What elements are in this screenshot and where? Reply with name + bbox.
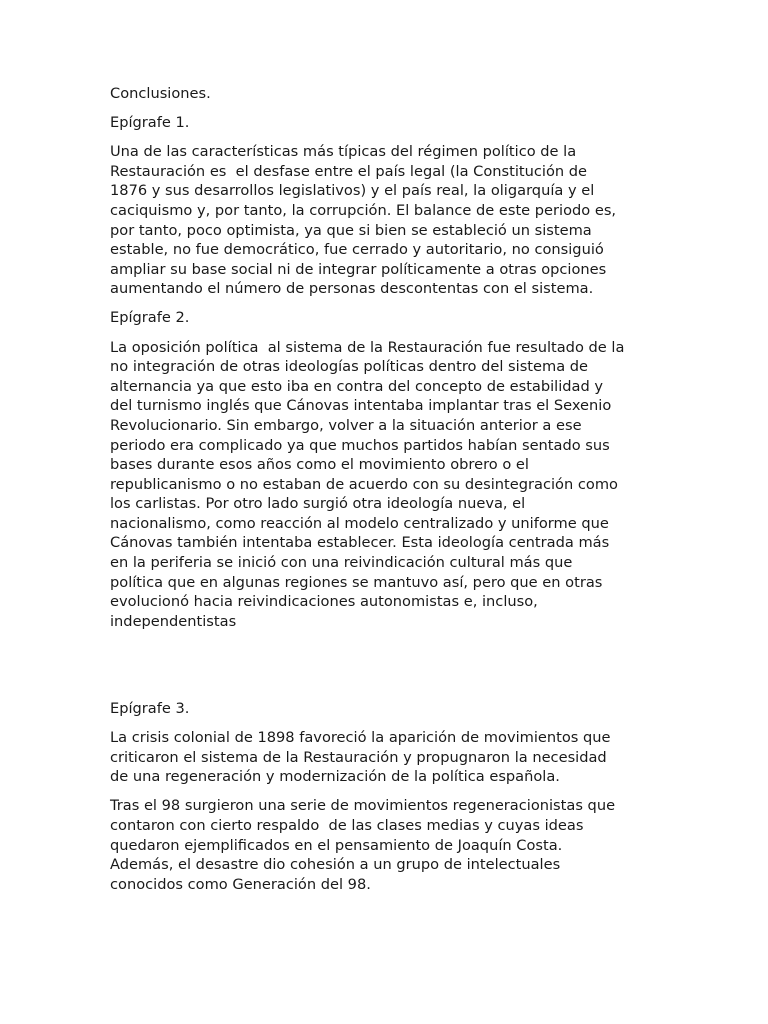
blank-space (110, 641, 660, 699)
text-line: contaron con cierto respaldo de las clases medias y cuyas ideas (110, 816, 584, 834)
text-line: republicanismo o no estaban de acuerdo con su desintegración como (110, 475, 618, 493)
text-line: La oposición política al sistema de la Restauración fue resultado de la (110, 338, 625, 356)
text-line: periodo era complicado ya que muchos partidos habían sentado sus (110, 436, 610, 454)
text-line: estable, no fue democrático, fue cerrado y autoritario, no consiguió (110, 241, 604, 259)
text-line: Una de las características más típicas del régimen político de la (110, 143, 577, 161)
text-line: de una regeneración y modernización de la política española. (110, 768, 560, 786)
text-line: política que en algunas regiones se mantuvo así, pero que en otras (110, 573, 603, 591)
text-line: alternancia ya que esto iba en contra del concepto de estabilidad y (110, 377, 604, 395)
epigrafe-2-paragraph (110, 338, 660, 632)
document-heading: Conclusiones. (110, 85, 211, 102)
epigrafe-3-paragraph-1 (110, 728, 660, 787)
text-line: Tras el 98 surgieron una serie de movimientos regeneracionistas que (110, 797, 616, 815)
text-line: independentistas (110, 612, 237, 630)
epigrafe-1-paragraph (110, 142, 660, 299)
text-line: evolucionó hacia reivindicaciones autonomistas e, incluso, (110, 593, 538, 611)
text-line: no integración de otras ideologías políticas dentro del sistema de (110, 358, 589, 376)
epigrafe-3-paragraph-2 (110, 796, 660, 894)
text-line: Cánovas también intentaba establecer. Esta ideología centrada más (110, 534, 610, 552)
text-line: Además, el desastre dio cohesión a un grupo de intelectuales (110, 856, 561, 874)
epigrafe-2-title: Epígrafe 2. (110, 309, 190, 327)
text-line: Revolucionario. Sin embargo, volver a la situación anterior a ese (110, 416, 582, 434)
text-line: quedaron ejemplificados en el pensamiento de Joaquín Costa. (110, 836, 563, 854)
document-page (110, 84, 660, 904)
text-line: del turnismo inglés que Cánovas intentaba implantar tras el Sexenio (110, 397, 612, 415)
text-line: bases durante esos años como el movimiento obrero o el (110, 456, 529, 474)
text-line: ampliar su base social ni de integrar políticamente a otras opciones (110, 260, 607, 278)
text-line: nacionalismo, como reacción al modelo centralizado y uniforme que (110, 514, 609, 532)
text-line: La crisis colonial de 1898 favoreció la aparición de movimientos que (110, 729, 611, 747)
text-line: en la periferia se inició con una reivindicación cultural más que (110, 554, 573, 572)
text-line: 1876 y sus desarrollos legislativos) y el país real, la oligarquía y el (110, 182, 595, 200)
text-line: conocidos como Generación del 98. (110, 875, 371, 893)
text-line: criticaron el sistema de la Restauración y propugnaron la necesidad (110, 748, 607, 766)
text-line: aumentando el número de personas descontentas con el sistema. (110, 280, 594, 298)
text-line: Restauración es el desfase entre el país legal (la Constitución de (110, 162, 588, 180)
epigrafe-1-title: Epígrafe 1. (110, 114, 190, 132)
text-line: los carlistas. Por otro lado surgió otra ideología nueva, el (110, 495, 526, 513)
epigrafe-3-title: Epígrafe 3. (110, 699, 190, 717)
text-line: caciquismo y, por tanto, la corrupción. El balance de este periodo es, (110, 201, 617, 219)
text-line: por tanto, poco optimista, ya que si bien se estableció un sistema (110, 221, 592, 239)
